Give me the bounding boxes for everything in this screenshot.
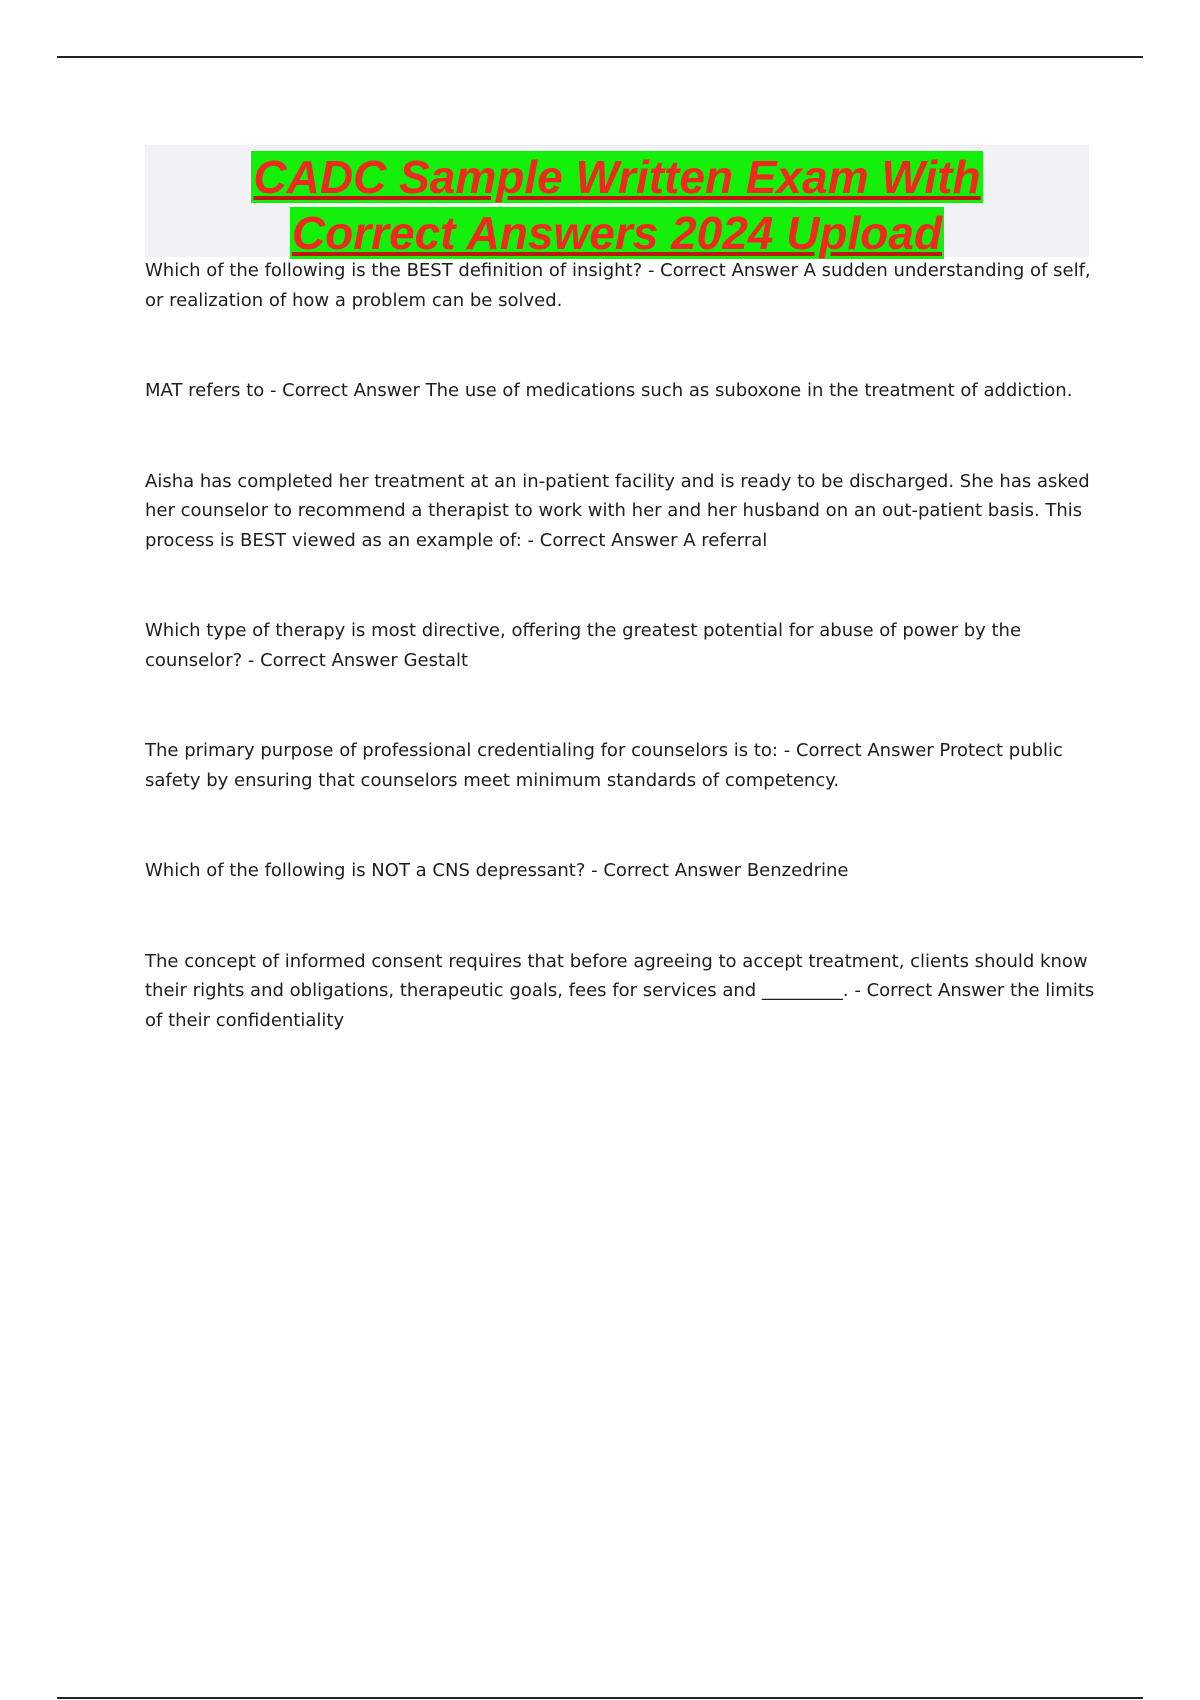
answer-text: the limits of their confidentiality: [145, 980, 1095, 1031]
answer-separator: - Correct Answer: [783, 740, 934, 761]
title-band: [145, 145, 1089, 257]
question-text: The concept of informed consent requires that before agreeing to accept treatment, clients should know their rights and obligations, therapeutic goals, fees for services and _________.: [145, 950, 1088, 1001]
question-text: Which type of therapy is most directive, offering the greatest potential for abuse of power by the counselor?: [145, 620, 1022, 671]
answer-text: Gestalt: [403, 649, 469, 671]
answer-text: The use of medications such as suboxone in the treatment of addiction.: [425, 380, 1073, 401]
bottom-rule: [57, 1697, 1143, 1699]
question-text: Which of the following is NOT a CNS depressant?: [145, 860, 586, 881]
qa-item: [145, 736, 1095, 795]
answer-separator: - Correct Answer: [527, 529, 678, 551]
question-text: Which of the following is the BEST definition of insight?: [145, 260, 643, 281]
qa-item: [145, 376, 1095, 406]
title-line-1: CADC Sample Written Exam With: [253, 151, 981, 203]
qa-item: [145, 467, 1095, 556]
answer-separator: - Correct Answer: [854, 980, 1005, 1001]
qa-item: [145, 947, 1095, 1036]
title-line-2: Correct Answers 2024 Upload: [291, 207, 943, 259]
answer-separator: - Correct Answer: [269, 380, 420, 401]
answer-text: A sudden understanding of self, or realization of how a problem can be solved.: [145, 260, 1091, 311]
qa-item: [145, 616, 1095, 675]
answer-text: Protect public safety by ensuring that counselors meet minimum standards of competency.: [145, 740, 1063, 791]
qa-item: [145, 256, 1095, 315]
question-text: Aisha has completed her treatment at an in-patient facility and is ready to be discharged. She has asked her counselor to recommend a therapist to work with her and her husband on an out-patient basis. This process is BEST viewed as an example of:: [145, 470, 1090, 551]
answer-separator: - Correct Answer: [647, 260, 798, 281]
document-title: [145, 145, 1089, 261]
answer-separator: - Correct Answer: [247, 649, 398, 671]
answer-separator: - Correct Answer: [591, 860, 742, 881]
question-text: MAT refers to: [145, 380, 265, 401]
answer-text: Benzedrine: [746, 860, 849, 881]
top-rule: [57, 56, 1143, 58]
qa-list: [145, 256, 1095, 1035]
answer-text: A referral: [683, 529, 768, 551]
question-text: The primary purpose of professional credentialing for counselors is to:: [145, 740, 778, 761]
qa-item: [145, 856, 1095, 886]
